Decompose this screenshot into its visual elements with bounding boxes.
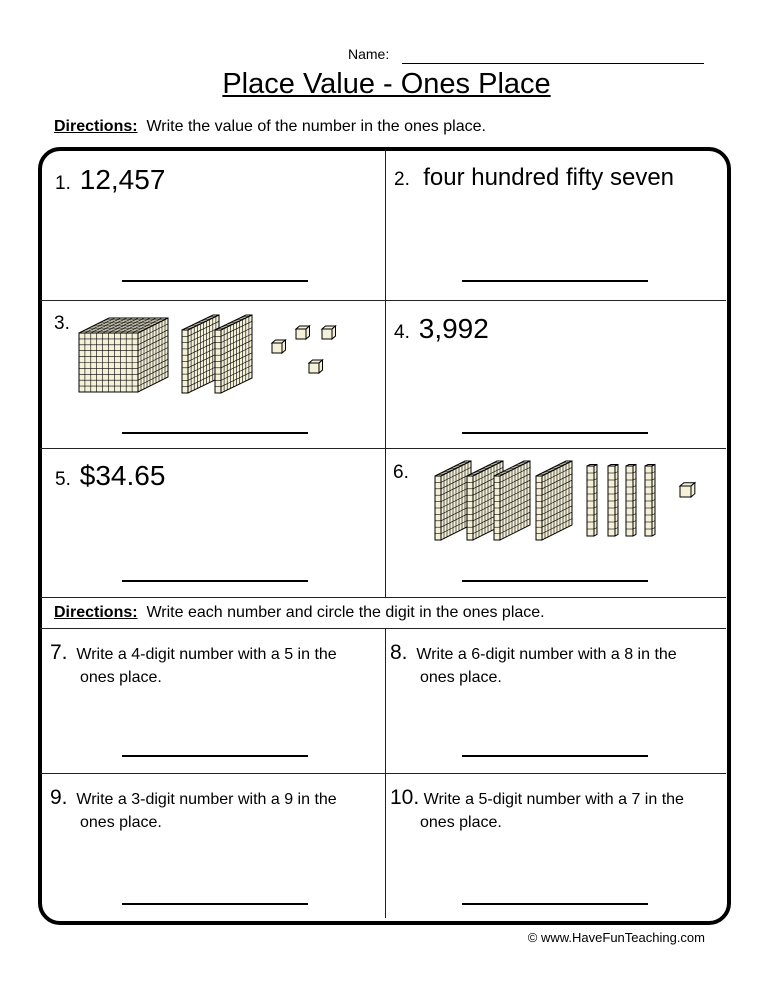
problem-number: 8. <box>390 641 408 664</box>
problem-value: 12,457 <box>79 164 166 195</box>
ten-rod <box>587 465 597 537</box>
ones-cube <box>322 326 336 339</box>
problem-number: 4. <box>394 322 410 343</box>
ones-cube <box>680 483 695 497</box>
problem-number: 9. <box>50 786 68 809</box>
answer-line-5[interactable] <box>122 580 308 582</box>
page-title: Place Value - Ones Place <box>222 68 551 100</box>
hundred-flat <box>494 461 530 540</box>
answer-line-7[interactable] <box>122 755 308 757</box>
problem-6-number: 6. <box>393 462 409 483</box>
answer-line-6[interactable] <box>462 580 648 582</box>
problem-text: ones place. <box>420 814 502 831</box>
problem-7 <box>50 641 337 689</box>
hundred-flat <box>215 315 252 393</box>
problem-value: 3,992 <box>418 313 489 344</box>
problem-9 <box>50 786 337 834</box>
directions-text: Write each number and circle the digit in the ones place. <box>146 604 545 621</box>
hundred-flat <box>536 461 572 540</box>
problem-number: 5. <box>55 469 71 490</box>
problem-number: 1. <box>55 173 71 194</box>
problem-text: Write a 6-digit number with a 8 in the <box>416 646 677 663</box>
problem-number: 7. <box>50 641 68 664</box>
problem-8 <box>390 641 677 689</box>
ones-cube <box>272 340 286 353</box>
ten-rod <box>645 465 655 537</box>
answer-line-3[interactable] <box>122 432 308 434</box>
answer-line-2[interactable] <box>462 280 648 282</box>
ten-rod <box>608 465 618 537</box>
copyright: © www.HaveFunTeaching.com <box>527 930 705 945</box>
problem-text: ones place. <box>80 669 162 686</box>
thousand-cube <box>79 318 168 392</box>
problem-text: Write a 3-digit number with a 9 in the <box>76 791 337 808</box>
problem-3-number: 3. <box>54 313 70 334</box>
problem-text: ones place. <box>420 669 502 686</box>
problem-text: Write a 4-digit number with a 5 in the <box>76 646 337 663</box>
directions-label: Directions: <box>54 604 138 621</box>
hundred-flat <box>182 315 219 393</box>
hundred-flat <box>435 461 471 540</box>
problem-value: four hundred fifty seven <box>423 164 675 191</box>
answer-line-9[interactable] <box>122 903 308 905</box>
problem-value: $34.65 <box>79 460 166 491</box>
ten-rod <box>626 465 636 537</box>
problem-10 <box>390 786 684 834</box>
problem-number: 2. <box>394 169 410 190</box>
answer-line-4[interactable] <box>462 432 648 434</box>
directions-2 <box>54 604 545 622</box>
ones-cube <box>309 360 323 373</box>
problem-text: ones place. <box>80 814 162 831</box>
problem-number: 10. <box>390 786 420 809</box>
name-label: Name: <box>348 46 390 62</box>
answer-line-10[interactable] <box>462 903 648 905</box>
directions-text: Write the value of the number in the ones place. <box>146 118 486 135</box>
answer-line-8[interactable] <box>462 755 648 757</box>
problem-text: Write a 5-digit number with a 7 in the <box>423 791 684 808</box>
directions-label: Directions: <box>54 118 138 135</box>
answer-line-1[interactable] <box>122 280 308 282</box>
ones-cube <box>296 326 310 339</box>
